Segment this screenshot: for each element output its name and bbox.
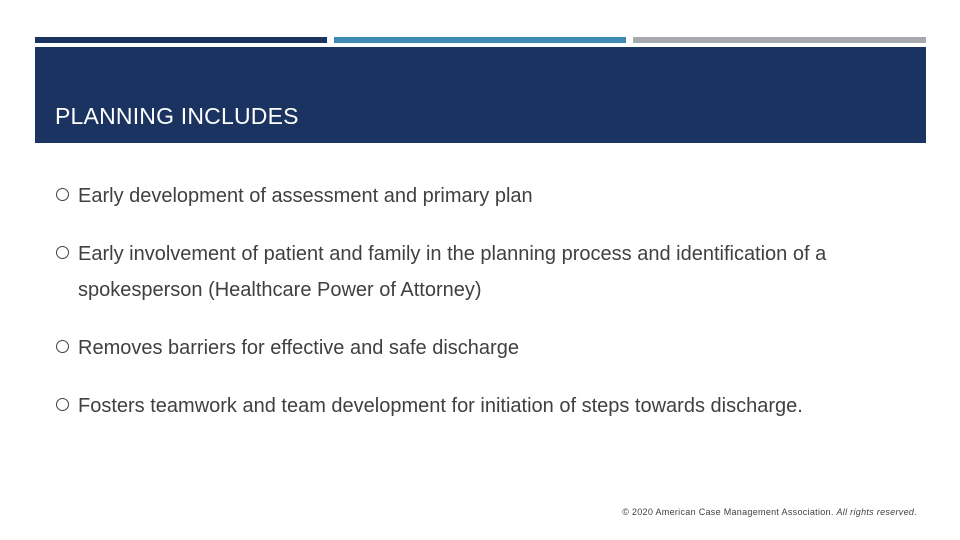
hollow-circle-bullet-icon [56,398,69,411]
bullet-item [56,236,936,308]
bullet-item [56,330,936,366]
copyright-footer [622,507,917,517]
hollow-circle-bullet-icon [56,340,69,353]
hollow-circle-bullet-icon [56,188,69,201]
accent-bar-navy [35,37,327,43]
rights-reserved-text: All rights reserved. [836,507,917,517]
bullet-text: Removes barriers for effective and safe discharge [78,337,519,359]
bullet-text: Early development of assessment and primary plan [78,185,533,207]
bullet-item [56,388,936,424]
bullet-list [56,178,936,446]
hollow-circle-bullet-icon [56,246,69,259]
accent-bar-gray [633,37,926,43]
accent-bar-blue [334,37,626,43]
bullet-item [56,178,936,214]
bullet-text: Fosters teamwork and team development for initiation of steps towards discharge. [78,395,803,417]
copyright-text: © 2020 American Case Management Association. [622,507,837,517]
slide-title: PLANNING INCLUDES [55,103,299,129]
bullet-text: Early involvement of patient and family in the planning process and identification of a spokesperson (Healthcare Power of Attorney) [78,243,827,301]
title-band [35,47,926,143]
